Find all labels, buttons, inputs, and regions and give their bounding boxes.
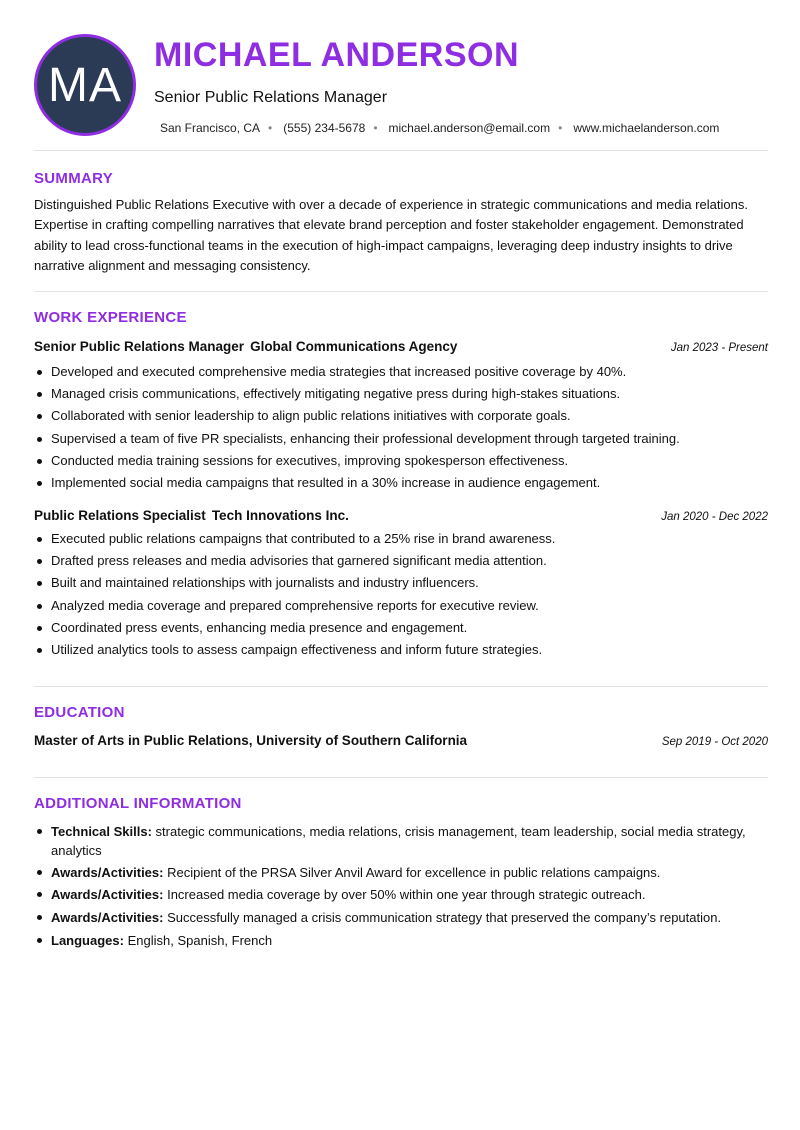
- info-label: Languages:: [51, 932, 124, 948]
- divider: [34, 686, 768, 687]
- contact-phone: (555) 234-5678: [283, 121, 366, 135]
- education-heading: EDUCATION: [34, 704, 125, 721]
- divider: [34, 150, 768, 151]
- summary-heading: SUMMARY: [34, 170, 114, 187]
- info-text: English, Spanish, French: [127, 932, 273, 948]
- info-text: Successfully managed a crisis communication strategy that preserved the company’s reputation.: [167, 909, 722, 925]
- job-bullets: [34, 361, 770, 494]
- contact-location: San Francisco, CA: [160, 121, 261, 135]
- info-label: Awards/Activities:: [51, 909, 164, 925]
- job-dates: Jan 2020 - Dec 2022: [661, 511, 768, 523]
- list-item: Conducted media training sessions for executives, improving spokesperson effectiveness.: [34, 450, 770, 472]
- avatar-initials: MA: [48, 58, 122, 112]
- education-dates: Sep 2019 - Oct 2020: [661, 736, 768, 748]
- list-item: [34, 863, 768, 882]
- education-entry: [34, 733, 768, 751]
- list-item: Analyzed media coverage and prepared comprehensive reports for executive review.: [34, 595, 770, 617]
- divider: [34, 291, 768, 292]
- separator-dot-icon: •: [373, 121, 378, 135]
- info-label: Technical Skills:: [51, 824, 152, 839]
- job-bullets: [34, 528, 770, 661]
- divider: [34, 777, 768, 778]
- list-item: Implemented social media campaigns that resulted in a 30% increase in audience engagement.: [34, 472, 770, 494]
- list-item: Coordinated press events, enhancing media presence and engagement.: [34, 617, 770, 639]
- separator-dot-icon: •: [268, 121, 273, 135]
- list-item: Supervised a team of five PR specialists, enhancing their professional development through targeted training.: [34, 428, 770, 450]
- job-header: [34, 507, 768, 525]
- job-dates: Jan 2023 - Present: [670, 342, 768, 354]
- additional-info-heading: ADDITIONAL INFORMATION: [34, 795, 242, 812]
- list-item: Drafted press releases and media advisories that garnered significant media attention.: [34, 550, 770, 572]
- contact-info: [160, 121, 719, 135]
- list-item: Collaborated with senior leadership to align public relations initiatives with corporate goals.: [34, 405, 770, 427]
- list-item: Utilized analytics tools to assess campaign effectiveness and inform future strategies.: [34, 639, 770, 661]
- info-text: Recipient of the PRSA Silver Anvil Award for excellence in public relations campaigns.: [167, 865, 661, 881]
- list-item: [34, 931, 768, 950]
- list-item: Executed public relations campaigns that contributed to a 25% rise in brand awareness.: [34, 528, 770, 550]
- job-role: Senior Public Relations Manager: [34, 339, 245, 354]
- summary-text: Distinguished Public Relations Executive with over a decade of experience in strategic communications and media relations. Expertise in crafting compelling narratives that elevate brand perception and foster stakeholder engagement. Demonstrated ability to lead cross-functional teams in the execution of high-impact campaigns, leveraging deep industry insights to drive narrative alignment and messaging consistency.: [34, 197, 748, 273]
- job-role: Public Relations Specialist: [34, 508, 206, 523]
- contact-website[interactable]: www.michaelanderson.com: [573, 121, 720, 135]
- info-text: Increased media coverage by over 50% within one year through strategic outreach.: [167, 887, 646, 903]
- list-item: [34, 908, 768, 927]
- resume-header: [0, 0, 800, 150]
- info-label: Awards/Activities:: [51, 865, 164, 881]
- list-item: Managed crisis communications, effectively mitigating negative press during high-stakes situations.: [34, 383, 770, 405]
- info-text: strategic communications, media relations, crisis management, team leadership, social media strategy, analytics: [51, 824, 746, 858]
- info-label: Awards/Activities:: [51, 887, 164, 903]
- candidate-name: MICHAEL ANDERSON: [154, 36, 520, 74]
- list-item: [34, 822, 768, 860]
- job-company: Tech Innovations Inc.: [211, 508, 349, 523]
- list-item: Developed and executed comprehensive media strategies that increased positive coverage by 40%.: [34, 361, 770, 383]
- list-item: [34, 885, 768, 904]
- candidate-title: Senior Public Relations Manager: [154, 89, 388, 106]
- separator-dot-icon: •: [558, 121, 563, 135]
- job-header: [34, 338, 768, 356]
- work-experience-heading: WORK EXPERIENCE: [34, 309, 187, 326]
- additional-info-list: [34, 822, 768, 953]
- contact-email[interactable]: michael.anderson@email.com: [388, 121, 551, 135]
- list-item: Built and maintained relationships with journalists and industry influencers.: [34, 572, 770, 594]
- job-company: Global Communications Agency: [250, 339, 458, 354]
- avatar: [34, 34, 136, 136]
- education-degree: Master of Arts in Public Relations, University of Southern California: [34, 733, 468, 748]
